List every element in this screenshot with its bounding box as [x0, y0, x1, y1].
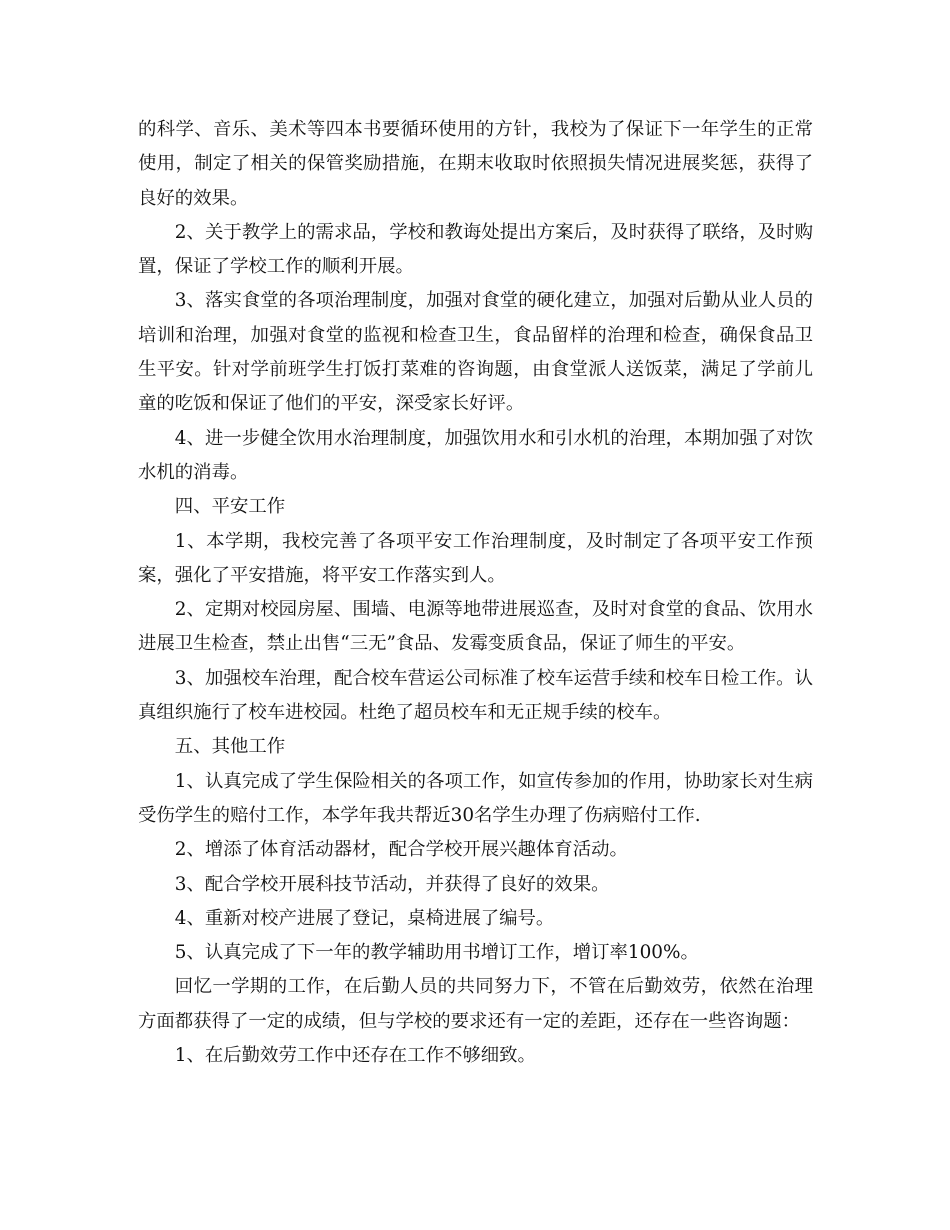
- section-heading-other: 五、其他工作: [174, 736, 286, 758]
- paragraph-safety-2: 2、定期对校园房屋、围墙、电源等地带进展巡查，及时对食堂的食品、饮用水进展卫生检查，禁止出售“三无”食品、发霉变质食品，保证了师生的平安。: [138, 599, 813, 655]
- paragraph-safety-1: 1、本学期，我校完善了各项平安工作治理制度，及时制定了各项平安工作预案，强化了平安措施，将平安工作落实到人。: [138, 530, 813, 586]
- paragraph-continuation: 的科学、音乐、美术等四本书要循环使用的方针，我校为了保证下一年学生的正常使用，制定了相关的保管奖励措施，在期末收取时依照损失情况进展奖惩，获得了良好的效果。: [138, 119, 813, 209]
- paragraph-safety-3: 3、加强校车治理，配合校车营运公司标准了校车运营手续和校车日检工作。认真组织施行了校车进校园。杜绝了超员校车和无正规手续的校车。: [138, 667, 813, 724]
- paragraph-other-2: 2、增添了体育活动器材，配合学校开展兴趣体育活动。: [174, 839, 628, 861]
- paragraph-item-4: 4、进一步健全饮用水治理制度，加强饮用水和引水机的治理，本期加强了对饮水机的消毒。: [138, 427, 813, 483]
- paragraph-other-3: 3、配合学校开展科技节活动，并获得了良好的效果。: [174, 873, 610, 895]
- paragraph-item-2: 2、关于教学上的需求品，学校和教诲处提出方案后，及时获得了联络，及时购置，保证了学校工作的顺利开展。: [138, 221, 813, 278]
- paragraph-item-3: 3、落实食堂的各项治理制度，加强对食堂的硬化建立，加强对后勤从业人员的培训和治理，加强对食堂的监视和检查卫生，食品留样的治理和检查，确保食品卫生平安。针对学前班学生打饭打菜难的咨询题，由食堂派人送饭菜，满足了学前儿童的吃饭和保证了他们的平安，深受家长好评。: [138, 290, 813, 415]
- document-page: [138, 113, 813, 1073]
- paragraph-other-5: 5、认真完成了下一年的教学辅助用书增订工作，增订率100%。: [174, 942, 699, 964]
- section-heading-safety: 四、平安工作: [174, 496, 286, 518]
- paragraph-issue-1: 1、在后勤效劳工作中还存在工作不够细致。: [174, 1045, 536, 1067]
- paragraph-review: 回忆一学期的工作，在后勤人员的共同努力下，不管在后勤效劳，依然在治理方面都获得了一定的成绩，但与学校的要求还有一定的差距，还存在一些咨询题：: [138, 976, 813, 1032]
- paragraph-other-4: 4、重新对校产进展了登记，桌椅进展了编号。: [174, 907, 555, 929]
- paragraph-other-1: 1、认真完成了学生保险相关的各项工作，如宣传参加的作用，协助家长对生病受伤学生的赔付工作，本学年我共帮近30名学生办理了伤病赔付工作.: [138, 770, 813, 826]
